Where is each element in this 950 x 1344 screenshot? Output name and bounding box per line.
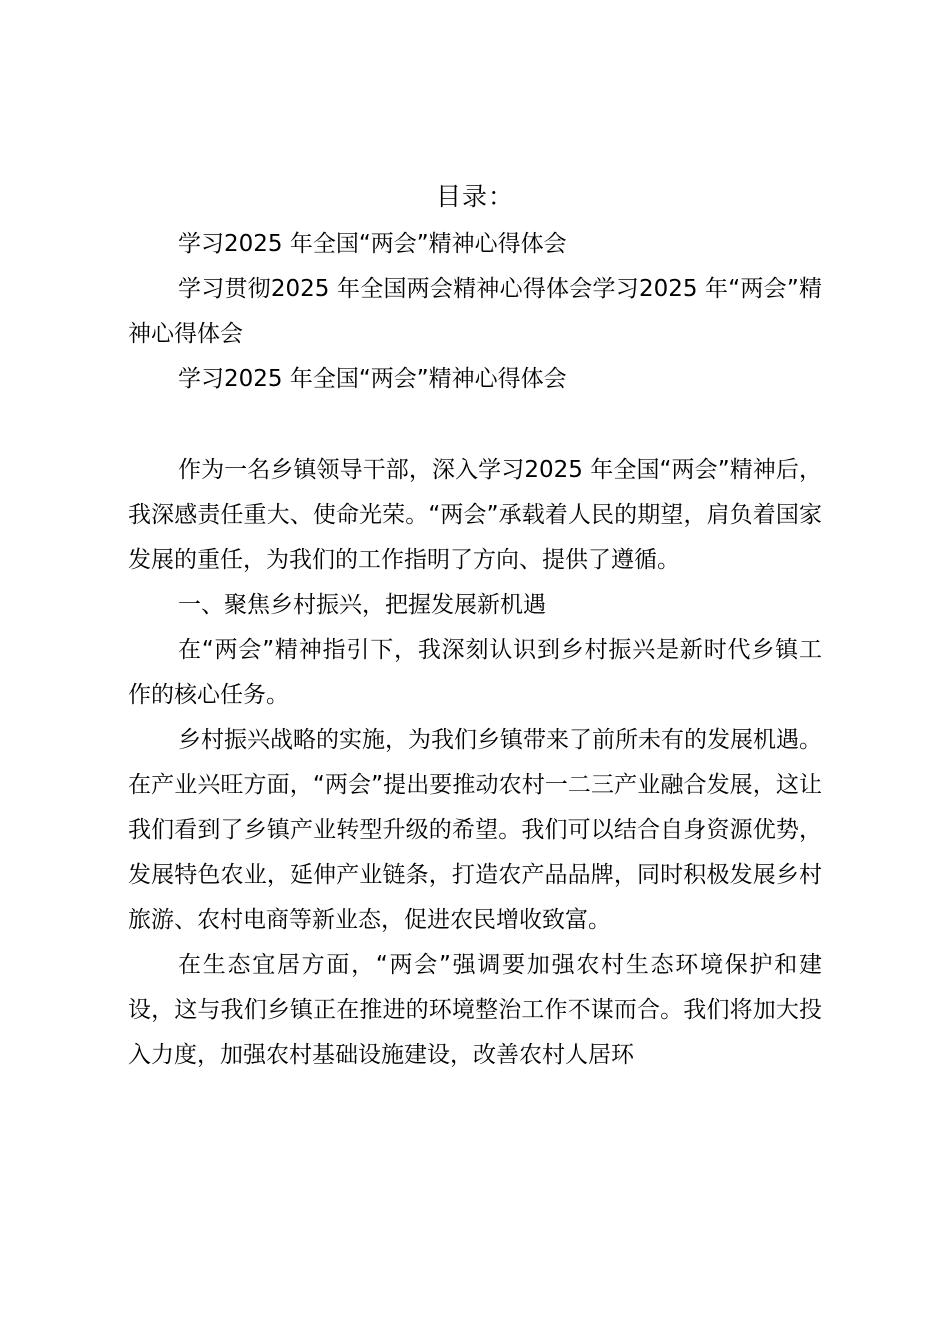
document-body — [128, 448, 822, 1078]
body-paragraph: 作为一名乡镇领导干部，深入学习2025 年全国“两会”精神后，我深感责任重大、使命光荣。“两会”承载着人民的期望，肩负着国家发展的重任，为我们的工作指明了方向、提供了遵循。 — [128, 457, 822, 573]
body-paragraph: 在“两会”精神指引下，我深刻认识到乡村振兴是新时代乡镇工作的核心任务。 — [128, 637, 822, 708]
toc-list — [128, 222, 822, 402]
body-paragraph: 乡村振兴战略的实施，为我们乡镇带来了前所未有的发展机遇。在产业兴旺方面，“两会”提出要推动农村一二三产业融合发展，这让我们看到了乡镇产业转型升级的希望。我们可以结合自身资源优势，发展特色农业，延伸产业链条，打造农产品品牌，同时积极发展乡村旅游、农村电商等新业态，促进农民增收致富。 — [128, 727, 822, 933]
toc-title: 目录： — [435, 182, 514, 211]
section-heading: 一、聚焦乡村振兴，把握发展新机遇 — [178, 592, 546, 618]
toc-item: 学习2025 年全国“两会”精神心得体会 — [178, 366, 567, 392]
toc-item: 学习贯彻2025 年全国两会精神心得体会学习2025 年“两会”精神心得体会 — [128, 276, 822, 347]
body-paragraph: 在生态宜居方面，“两会”强调要加强农村生态环境保护和建设，这与我们乡镇正在推进的环境整治工作不谋而合。我们将加大投入力度，加强农村基础设施建设，改善农村人居环 — [128, 952, 822, 1068]
toc-item: 学习2025 年全国“两会”精神心得体会 — [178, 231, 567, 257]
